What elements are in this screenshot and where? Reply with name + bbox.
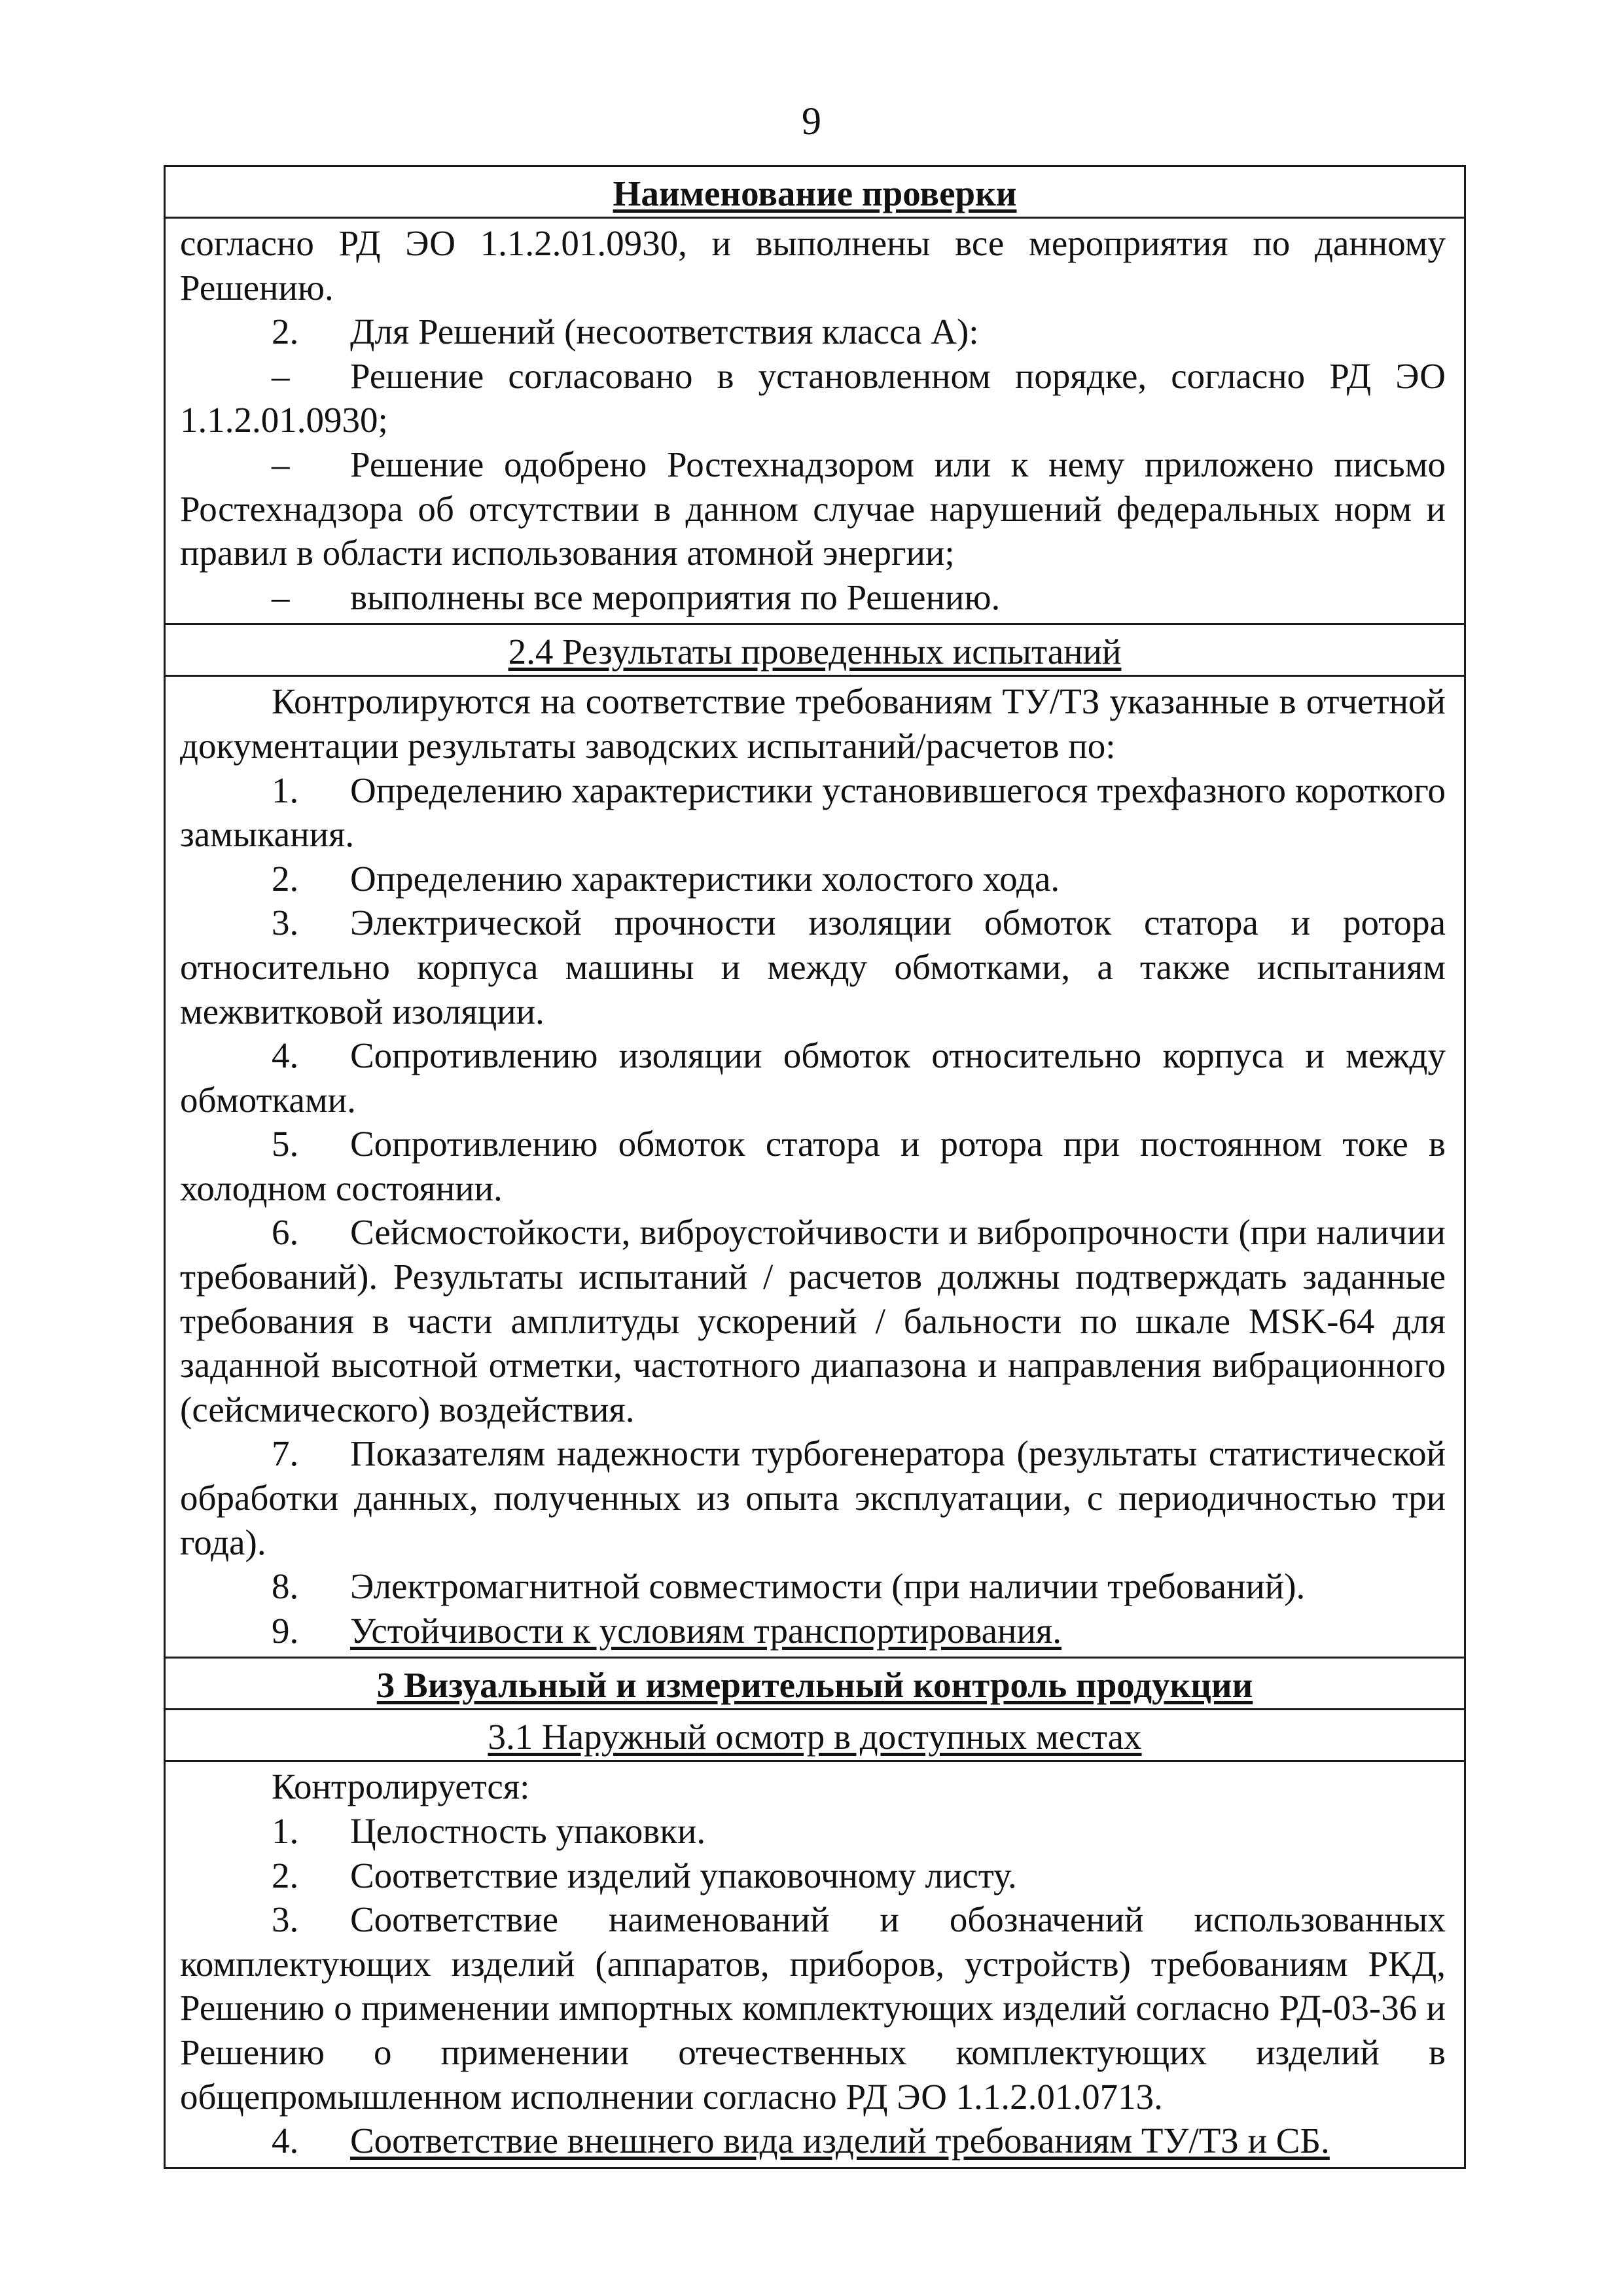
list-item [180, 1809, 1446, 1854]
list-item [180, 1609, 1446, 1653]
dash-item [180, 575, 1446, 620]
list-number: 4. [272, 2121, 299, 2161]
list-number: 1. [272, 1811, 299, 1851]
list-text: Устойчивости к условиям транспортирования. [350, 1610, 1061, 1651]
list-number: 2. [272, 858, 299, 899]
list-number: 3. [272, 903, 299, 943]
list-text: Для Решений (несоответствия класса А): [350, 312, 979, 352]
list-text: Соответствие изделий упаковочному листу. [350, 1855, 1017, 1895]
list-text: Показателям надежности турбогенератора (результаты статистической обработки данных, полученных из опыта эксплуатации, с периодичностью три года). [180, 1433, 1446, 1562]
list-text: Сейсмостойкости, виброустойчивости и вибропрочности (при наличии требований). Результаты испытаний / расчетов должны подтверждать заданные требования в части амплитуды ускорений / бальности по шкале MSK-64 для заданной высотной отметки, частотного диапазона и направления вибрационного (сейсмического) воздействия. [180, 1212, 1446, 1429]
paragraph: Контролируется: [272, 1767, 530, 1807]
list-text: Определению характеристики установившегося трехфазного короткого замыкания. [180, 770, 1446, 855]
list-number: 7. [272, 1433, 299, 1474]
dash-item [180, 442, 1446, 575]
dash-text: выполнены все мероприятия по Решению. [350, 577, 1001, 617]
test-results-cell [166, 677, 1464, 1659]
checks-table [164, 165, 1466, 2169]
list-number: 3. [272, 1899, 299, 1940]
list-number: 2. [272, 1855, 299, 1895]
table-header-label: Наименование проверки [613, 173, 1017, 213]
list-item [180, 2119, 1446, 2163]
list-item [180, 1122, 1446, 1210]
list-number: 4. [272, 1035, 299, 1076]
list-item [180, 901, 1446, 1033]
list-item [180, 768, 1446, 857]
list-number: 1. [272, 770, 299, 810]
list-number: 2. [272, 312, 299, 352]
section-heading-3 [166, 1659, 1464, 1710]
list-number: 5. [272, 1124, 299, 1164]
list-item [180, 1564, 1446, 1609]
decision-requirements-cell [166, 219, 1464, 625]
list-text: Определению характеристики холостого хода. [350, 858, 1060, 899]
page-number: 9 [802, 99, 821, 143]
dash-marker: – [272, 355, 290, 396]
list-text: Электрической прочности изоляции обмоток статора и ротора относительно корпуса машины и между обмотками, а также испытаниям межвитковой изоляции. [180, 903, 1446, 1031]
list-number: 8. [272, 1566, 299, 1607]
list-item [180, 857, 1446, 901]
list-text: Электромагнитной совместимости (при наличии требований). [350, 1566, 1306, 1607]
table-header [166, 167, 1464, 219]
visual-inspection-cell [166, 1762, 1464, 2166]
section-heading-3-1 [166, 1710, 1464, 1762]
dash-text: Решение согласовано в установленном порядке, согласно РД ЭО 1.1.2.01.0930; [180, 355, 1446, 440]
list-item [180, 1854, 1446, 1898]
list-item [180, 1431, 1446, 1564]
list-text: Сопротивлению изоляции обмоток относительно корпуса и между обмотками. [180, 1035, 1446, 1120]
paragraph: Контролируются на соответствие требованиям ТУ/ТЗ указанные в отчетной документации результаты заводских испытаний/расчетов по: [180, 681, 1446, 766]
dash-item [180, 354, 1446, 442]
dash-marker: – [272, 444, 290, 484]
paragraph: согласно РД ЭО 1.1.2.01.0930, и выполнены все мероприятия по данному Решению. [180, 223, 1446, 308]
dash-marker: – [272, 577, 290, 617]
list-item [180, 310, 1446, 354]
list-text: Соответствие внешнего вида изделий требованиям ТУ/ТЗ и СБ. [350, 2121, 1330, 2161]
list-text: Соответствие наименований и обозначений использованных комплектующих изделий (аппаратов, приборов, устройств) требованиям РКД, Решению о применении импортных комплектующих изделий согласно РД-03-36 и Решению о применении отечественных комплектующих изделий в общепромышленном исполнении согласно РД ЭО 1.1.2.01.0713. [180, 1899, 1446, 2117]
list-item [180, 1033, 1446, 1122]
section-heading-2-4 [166, 625, 1464, 677]
section-title: 2.4 Результаты проведенных испытаний [508, 632, 1122, 672]
list-number: 6. [272, 1212, 299, 1253]
list-number: 9. [272, 1610, 299, 1651]
list-text: Сопротивлению обмоток статора и ротора при постоянном токе в холодном состоянии. [180, 1124, 1446, 1208]
section-title: 3.1 Наружный осмотр в доступных местах [488, 1717, 1142, 1757]
section-title: 3 Визуальный и измерительный контроль продукции [376, 1665, 1253, 1706]
list-item [180, 1210, 1446, 1431]
list-item [180, 1897, 1446, 2119]
list-text: Целостность упаковки. [350, 1811, 706, 1851]
dash-text: Решение одобрено Ростехнадзором или к нему приложено письмо Ростехнадзора об отсутствии в данном случае нарушений федеральных норм и правил в области использования атомной энергии; [180, 444, 1446, 573]
